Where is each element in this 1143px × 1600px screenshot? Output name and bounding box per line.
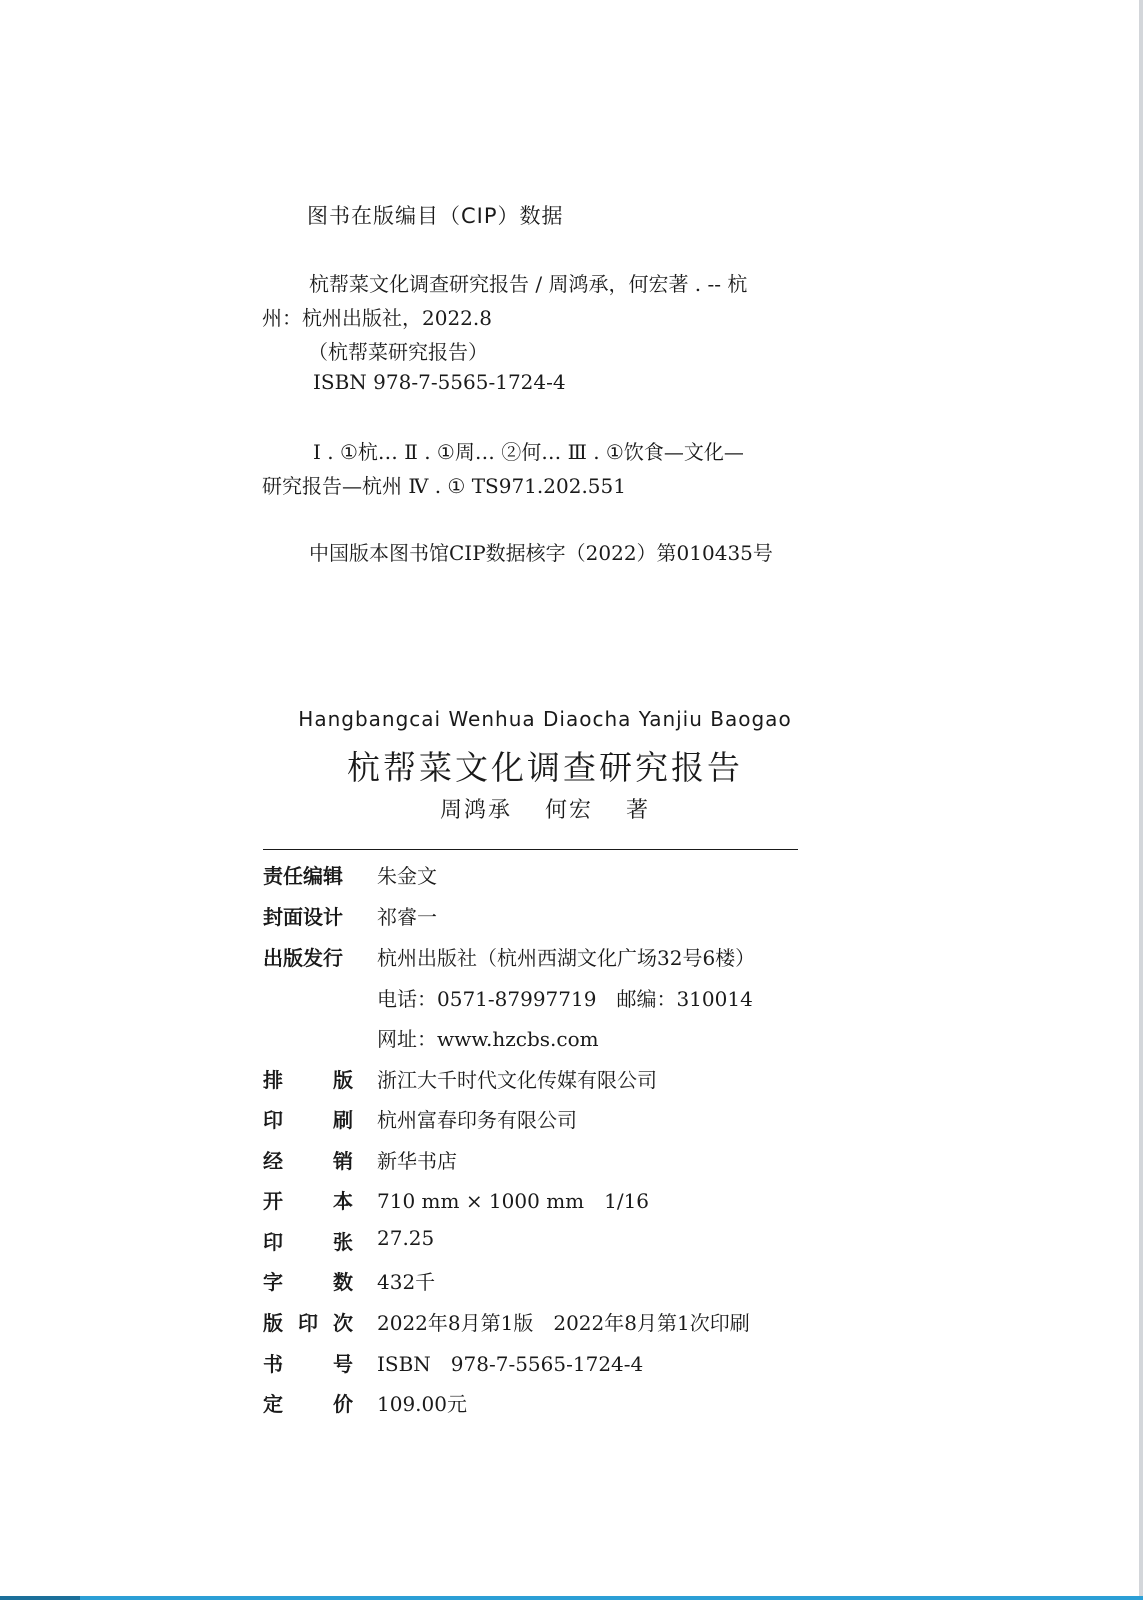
info-label: 经 销 [263, 1149, 353, 1173]
cip-line: （杭帮菜研究报告） [308, 340, 488, 364]
info-value: 109.00元 [377, 1392, 467, 1416]
info-value: 27.25 [377, 1226, 435, 1250]
info-value: 432千 [377, 1270, 436, 1294]
info-label: 版 印 次 [263, 1311, 353, 1335]
cip-line: 研究报告—杭州 Ⅳ . ① TS971.202.551 [262, 474, 626, 498]
info-value: ISBN 978-7-5565-1724-4 [377, 1352, 644, 1376]
info-label: 书 号 [263, 1352, 353, 1376]
cip-line: 杭帮菜文化调查研究报告 / 周鸿承，何宏著 . -- 杭 [309, 272, 748, 296]
info-value: 710 mm × 1000 mm 1/16 [377, 1189, 650, 1213]
info-label: 封面设计 [263, 905, 343, 929]
viewer-bottom-bar [0, 1596, 1143, 1600]
info-label: 印 刷 [263, 1108, 353, 1132]
info-value: 杭州出版社（杭州西湖文化广场32号6楼） [377, 946, 756, 970]
info-value-website: 网址：www.hzcbs.com [377, 1027, 599, 1051]
info-label: 出版发行 [263, 946, 343, 970]
authors-line [0, 793, 1090, 824]
viewer-progress-mark [0, 1596, 80, 1600]
author-name: 周鸿承 [439, 798, 512, 823]
cip-heading: 图书在版编目（CIP）数据 [307, 204, 564, 228]
viewer-scroll-edge[interactable] [1139, 0, 1143, 1600]
info-label: 定 价 [263, 1392, 353, 1416]
cip-line: Ⅰ . ①杭… Ⅱ . ①周… ②何… Ⅲ . ①饮食—文化— [313, 440, 744, 464]
info-value-phone: 电话：0571-87997719 邮编：310014 [377, 987, 753, 1011]
info-value: 新华书店 [377, 1149, 457, 1173]
author-name: 何宏 [544, 798, 593, 823]
info-label: 排 版 [263, 1068, 353, 1092]
info-label: 开 本 [263, 1189, 353, 1213]
info-value: 祁睿一 [377, 905, 437, 929]
info-label: 印 张 [263, 1230, 353, 1254]
author-suffix: 著 [626, 798, 651, 823]
cip-line: ISBN 978-7-5565-1724-4 [313, 370, 566, 394]
info-value: 浙江大千时代文化传媒有限公司 [377, 1068, 657, 1092]
info-value: 2022年8月第1版 2022年8月第1次印刷 [377, 1311, 750, 1335]
info-value: 杭州富春印务有限公司 [377, 1108, 577, 1132]
info-value: 朱金文 [377, 864, 437, 888]
info-label: 字 数 [263, 1270, 353, 1294]
info-label: 责任编辑 [263, 864, 343, 888]
book-title: 杭帮菜文化调查研究报告 [347, 748, 743, 787]
title-divider [263, 849, 798, 850]
cip-line: 州：杭州出版社，2022.8 [262, 306, 492, 330]
cip-verification-line: 中国版本图书馆CIP数据核字（2022）第010435号 [309, 541, 773, 565]
pinyin-title: Hangbangcai Wenhua Diaocha Yanjiu Baogao [298, 707, 792, 731]
